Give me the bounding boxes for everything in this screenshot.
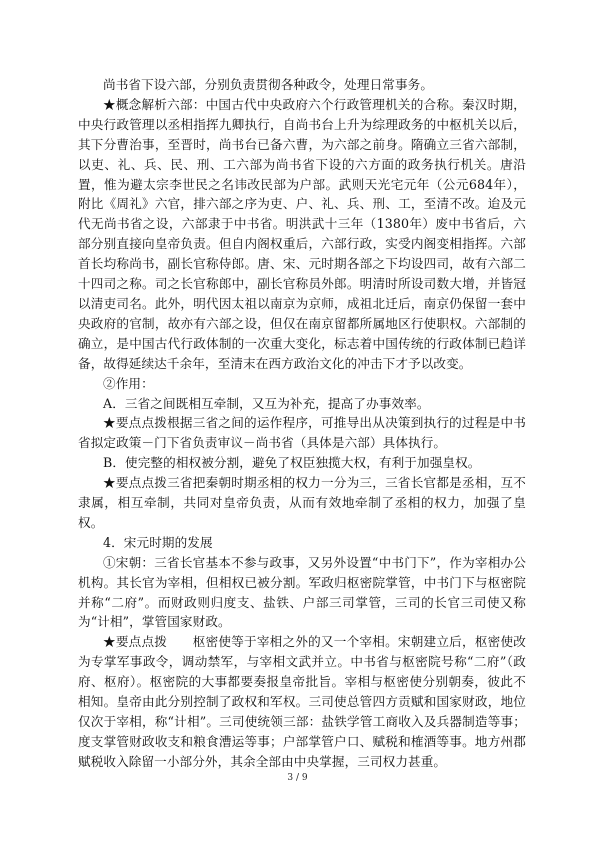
paragraph-shangshu-intro: 尚书省下设六部，分别负责贯彻各种政令，处理日常事务。 xyxy=(103,77,434,92)
paragraph-function-heading: ②作用： xyxy=(103,375,154,391)
paragraph-function-a: A．三省之间既相互牵制，又互为补充，提高了办事效率。 xyxy=(103,395,430,411)
paragraph-keypoint-power: ★要点点拨三省把秦朝时期丞相的权力一分为三，三省长官都是丞相，互不隶属，相互牵制，共同对皇帝负责，从而有效地牵制了丞相的权力，加强了皇权。 xyxy=(78,475,526,530)
paragraph-keypoint-process: ★要点点拨根据三省之间的运作程序，可推导出从决策到执行的过程是中书省拟定政策－门下省负责审议－尚书省（具体是六部）具体执行。 xyxy=(78,415,526,451)
paragraph-liubu-concept: ★概念解析六部：中国古代中央政府六个行政管理机关的合称。秦汉时期，中央行政管理以丞相指挥九卿执行，自尚书台上升为综理政务的中枢机关以后，其下分曹治事，至晋时，尚书台已备六曹，为六部之前身。隋确立三省六部制，以吏、礼、兵、民、刑、工六部为尚书省下设的六方面的政务执行机关。唐沿置，惟为避太宗李世民之名讳改民部为户部。武则天光宅元年（公元684年），附比《周礼》六官，排六部之序为吏、户、礼、兵、刑、工，至清不改。迨及元代无尚书省之设，六部隶于中书省。明洪武十三年（1380年）废中书省后，六部分别直接向皇帝负责。但自内阁权重后，六部行政，实受内阁变相指挥。六部首长均称尚书，副长官称侍郎。唐、宋、元时期各部之下均设四司，故有六部二十四司之称。司之长官称郎中，副长官称员外郎。明清时所设司数大增，并皆冠以清吏司名。此外，明代因太祖以南京为京师，成祖北迁后，南京仍保留一套中央政府的官制，故亦有六部之设，但仅在南京留都所属地区行使职权。六部制的确立，是中国古代行政体制的一次重大变化，标志着中国传统的行政体制已趋详备，故得延续达千余年，至清末在西方政治文化的冲击下才予以改变。 xyxy=(78,96,526,371)
paragraph-song-dynasty: ①宋朝：三省长官基本不参与政事，又另外设置“中书门下”，作为宰相办公机构。其长官为宰相，但相权已被分割。军政归枢密院掌管，中书门下与枢密院并称“二府”。而财政则归度支、盐铁、户部三司掌管，三司的长官三司使又称为“计相”，掌管国家财政。 xyxy=(78,554,526,630)
section-heading-song-yuan: 4．宋元时期的发展 xyxy=(103,534,213,550)
paragraph-keypoint-shumi: ★要点点拨 枢密使等于宰相之外的又一个宰相。宋朝建立后，枢密使改为专掌军事政令，调动禁军，与宰相文武并立。中书省与枢密院号称“二府”（政府、枢府）。枢密院的大事都要奏报皇帝批旨。宰相与枢密使分别朝奏，彼此不相知。皇帝由此分别控制了政权和军权。三司使总管四方贡赋和国家财政，地位仅次于宰相，称“计相”。三司使统领三部：盐铁学管工商收入及兵器制造等事；度支掌管财政收支和粮食漕运等事；户部掌管户口、赋税和榷酒等事。地方州郡赋税收入除留一小部分外，其余全部由中央掌握，三司权力甚重。 xyxy=(78,634,526,769)
page-number: 3 / 9 xyxy=(287,773,308,783)
document-body xyxy=(78,75,526,772)
paragraph-function-b: B．使完整的相权被分割，避免了权臣独揽大权，有利于加强皇权。 xyxy=(103,455,481,471)
